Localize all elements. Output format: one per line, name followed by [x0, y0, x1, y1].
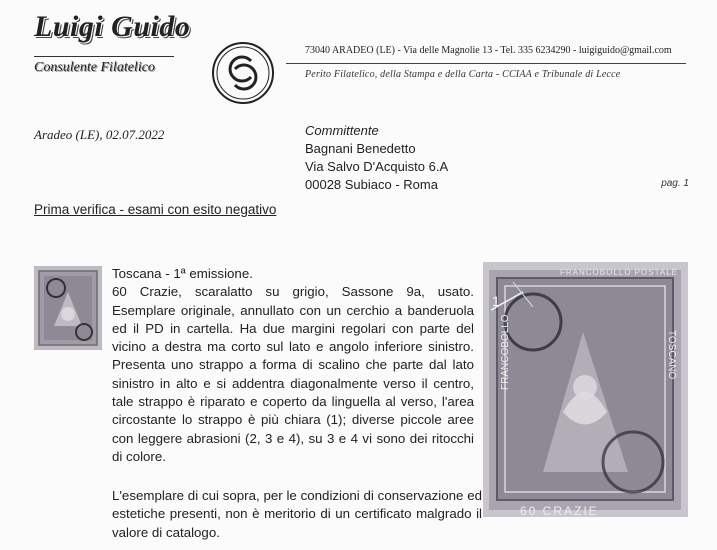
stamp-enlarged-image [483, 262, 688, 517]
stamp-right-text: TOSCANO [666, 330, 677, 380]
header-address: 73040 ARADEO (LE) - Via delle Magnolie 13 - Tel. 335 6234290 - luigiguido@gmail.com [305, 45, 672, 56]
brand-name: Luigi Guido [34, 10, 191, 43]
marker-label: 1 [492, 293, 500, 309]
client-name: Bagnani Benedetto [305, 141, 416, 156]
client-label: Committente [305, 123, 379, 138]
place-date: Aradeo (LE), 02.07.2022 [34, 127, 165, 142]
brand-divider [34, 56, 174, 57]
stamp-description [112, 265, 474, 466]
header-description: Perito Filatelico, della Stampa e della Carta - CCIAA e Tribunale di Lecce [305, 69, 621, 80]
stamp-thumbnail-image [34, 266, 102, 350]
brand-subtitle: Consulente Filatelico [34, 60, 155, 75]
page-number: pag. 1 [661, 178, 689, 189]
stamp-body: 60 Crazie, scaralatto su grigio, Sassone 9a, usato. Esemplare originale, annullato con un cerchio a banderuola ed il PD in cartella. Ha due margini regolari con parte del vicino a destra ma corto sul lato e angolo inferiore sinistro. Presenta uno strappo a forma di scalino che parte dal lato sinistro in alto e si addentra diagonalmente verso il centro, tale strappo è riparato e coperto da linguella al verso, l'area circostante lo strappo è più chiara (1); diverse piccole aree con leggere abrasioni (2, 3 e 4), su 3 e 4 vi sono dei ritocchi di colore. [112, 284, 474, 464]
client-city: 00028 Subiaco - Roma [305, 177, 438, 192]
stamp-title: Toscana - 1ª emissione. [112, 266, 253, 281]
conclusion-text: L'esemplare di cui sopra, per le condizioni di conservazione ed estetiche presenti, non è meritorio di un certificato malgrado il valore di catalogo. [112, 488, 482, 540]
stamp-top-text: FRANCOBOLLO POSTALE [560, 268, 678, 277]
header-divider [286, 63, 686, 64]
stamp-value-text: 60 CRAZIE [520, 504, 599, 518]
client-block [305, 122, 448, 194]
verification-title: Prima verifica - esami con esito negativo [34, 202, 277, 217]
logo-icon [211, 41, 275, 105]
client-street: Via Salvo D'Acquisto 6.A [305, 159, 449, 174]
stamp-left-text: FRANCOBOLLO [500, 314, 511, 390]
